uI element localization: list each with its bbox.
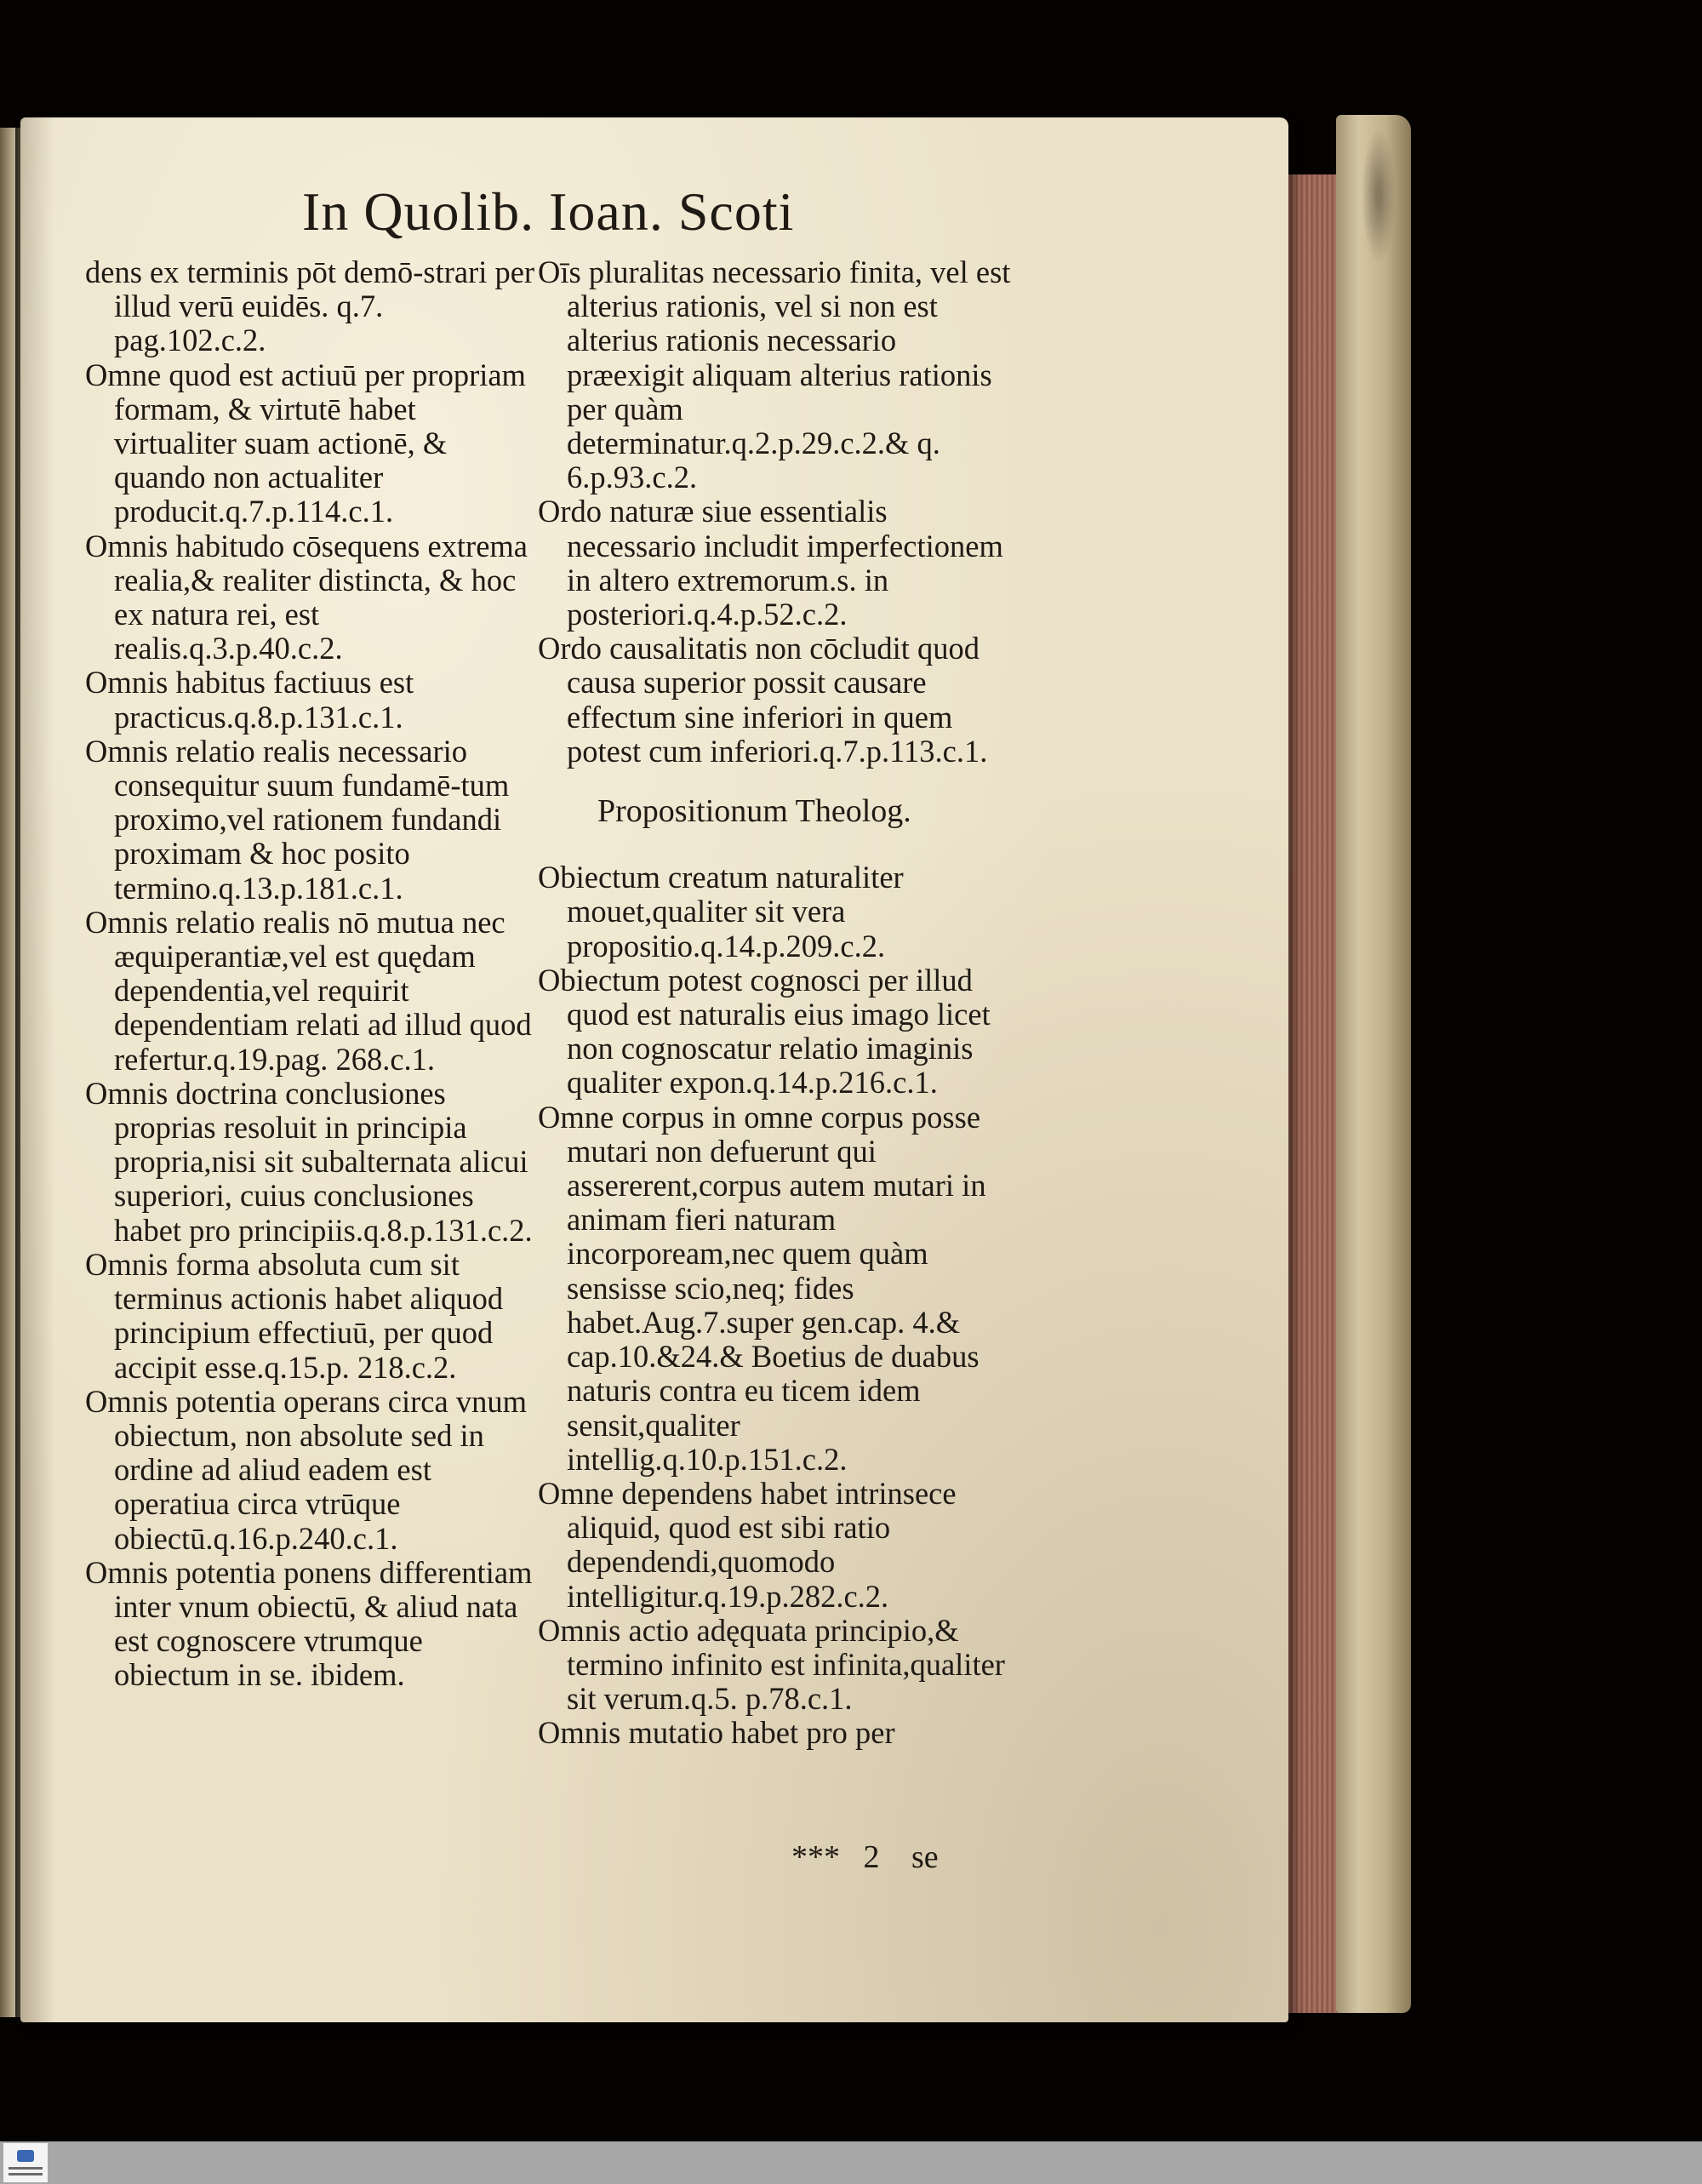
index-entry: Omnis actio adęquata principio,& termino infinito est infinita,qualiter sit verum.q.5. p.78.c.1. [538, 1612, 1005, 1717]
index-entry: Omnis relatio realis necessario consequitur suum fundamē-tum proximo,vel rationem fundandi proximam & hoc posito termino.q.13.p.181.c.1. [85, 733, 510, 906]
index-entry: Omnis potentia ponens differentiam inter vnum obiectū, & aliud nata est cognoscere vtrumque obiectum in se. ibidem. [85, 1554, 533, 1693]
index-entry: Omnis relatio realis nō mutua nec æquiperantiæ,vel est quędam dependentia,vel requirit dependentiam relati ad illud quod refertur.q.19.pag. 268.c.1. [85, 904, 532, 1077]
signature-mark: *** 2 [791, 1839, 880, 1875]
logo-text-line [9, 2173, 43, 2175]
logo-mark-icon [17, 2150, 34, 2162]
page-footer [791, 1838, 947, 1876]
index-entry: Ordo naturæ siue essentialis necessario includit imperfectionem in altero extremorum.s. in posteriori.q.4.p.52.c.2. [538, 494, 1003, 632]
index-entry: Oīs pluralitas necessario finita, vel est alterius rationis, vel si non est alterius rationis necessario præexigit aliquam alterius rationis per quàm determinatur.q.2.p.29.c.2.& q. 6.p.93.c.2. [538, 254, 1011, 495]
book-cover-edge [1336, 115, 1411, 2013]
index-entry: Omnis habitudo cōsequens extrema realia,& realiter distincta, & hoc ex natura rei, est realis.q.3.p.40.c.2. [85, 528, 528, 666]
index-entry: Omne quod est actiuū per propriam formam, & virtutē habet virtualiter suam actionē, & quando non actualiter producit.q.7.p.114.c.1. [85, 357, 526, 529]
running-head: In Quolib. Ioan. Scoti [302, 181, 795, 242]
index-entry: Omnis habitus factiuus est practicus.q.8.p.131.c.1. [85, 665, 414, 735]
viewer-bottom-bar [0, 2141, 1702, 2184]
index-entry: Obiectum potest cognosci per illud quod est naturalis eius imago licet non cognoscatur relatio imaginis qualiter expon.q.14.p.216.c.1. [538, 962, 991, 1101]
index-entry: Omnis doctrina conclusiones proprias resoluit in principia propria,nisi sit subalternata alicui superiori, cuius conclusiones habet pro principiis.q.8.p.131.c.2. [85, 1075, 533, 1248]
logo-text-line [9, 2167, 43, 2170]
index-entry: Omnis mutatio habet pro per [538, 1715, 895, 1751]
right-column [538, 255, 1014, 1751]
index-entry: Obiectum creatum naturaliter mouet,qualiter sit vera propositio.q.14.p.209.c.2. [538, 860, 904, 963]
index-entry: Omne dependens habet intrinsece aliquid, quod est sibi ratio dependendi,quomodo intelligitur.q.19.p.282.c.2. [538, 1475, 957, 1614]
catchword: se [911, 1839, 939, 1875]
index-entry: dens ex terminis pōt demō-strari per illud verū euidēs. q.7. pag.102.c.2. [85, 254, 535, 358]
section-heading: Propositionum Theolog. [597, 793, 911, 830]
index-entry: Omnis forma absoluta cum sit terminus actionis habet aliquod principium effectiuū, per quod accipit esse.q.15.p. 218.c.2. [85, 1246, 504, 1385]
library-logo [3, 2143, 48, 2182]
index-entry: Omnis potentia operans circa vnum obiectum, non absolute sed in ordine ad aliud eadem est operatiua circa vtrūque obiectū.q.16.p.240.c.1. [85, 1383, 527, 1556]
index-entry: Ordo causalitatis non cōcludit quod causa superior possit causare effectum sine inferiori in quem potest cum inferiori.q.7.p.113.c.1. [538, 631, 988, 769]
index-entry: Omne corpus in omne corpus posse mutari non defuerunt qui assererent,corpus autem mutari in animam fieri naturam incorpoream,nec quem quàm sensisse scio,neq; fides habet.Aug.7.super gen.cap. 4.& cap.10.&24.& Boetius de duabus naturis contra eu ticem idem sensit,qualiter intellig.q.10.p.151.c.2. [538, 1099, 986, 1477]
cover-wear [1362, 128, 1396, 264]
left-column [85, 255, 536, 1693]
